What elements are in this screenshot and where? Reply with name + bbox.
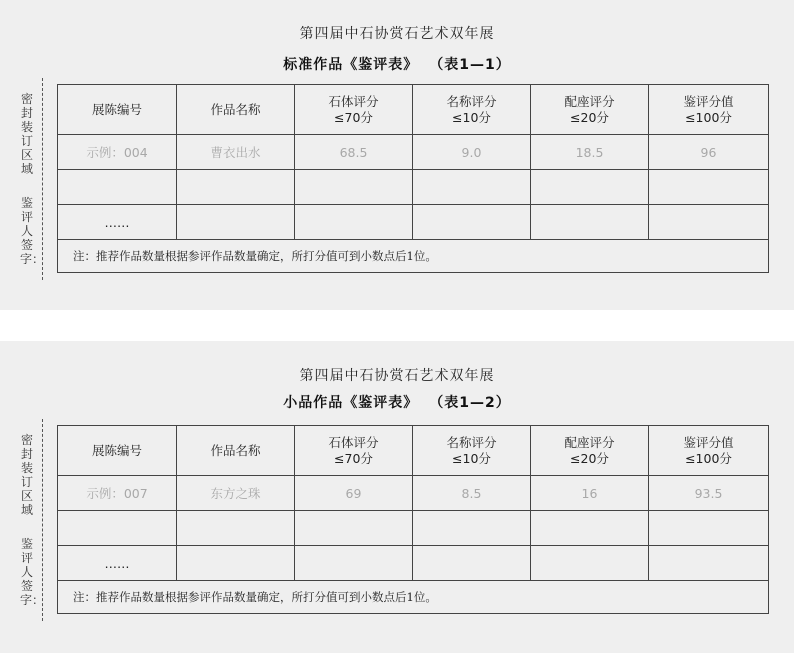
col-stone-score: 石体评分 ≤70分	[295, 85, 413, 135]
score-table	[57, 425, 769, 614]
ellipsis-cell: ……	[58, 546, 177, 581]
example-name-score: 9.0	[413, 135, 531, 170]
example-exhibit-no: 示例：007	[58, 476, 177, 511]
ellipsis-cell: ……	[58, 205, 177, 240]
note-row	[58, 240, 769, 273]
event-title: 第四届中石协赏石艺术双年展	[299, 26, 495, 42]
name-score-cell[interactable]	[413, 546, 531, 581]
table-header-row	[58, 85, 769, 135]
seal-dashed-line	[42, 419, 43, 621]
table-note: 注：推荐作品数量根据参评作品数量确定，所打分值可到小数点后1位。	[58, 581, 769, 614]
example-work-name: 曹衣出水	[177, 135, 295, 170]
event-title: 第四届中石协赏石艺术双年展	[299, 368, 495, 384]
col-total-score: 鉴评分值 ≤100分	[649, 426, 769, 476]
name-score-cell[interactable]	[413, 170, 531, 205]
sheet-title	[0, 54, 794, 74]
col-work-name: 作品名称	[177, 85, 295, 135]
sheet-title-text: 小品作品《鉴评表》	[283, 395, 419, 411]
col-name-score: 名称评分 ≤10分	[413, 426, 531, 476]
total-score-cell[interactable]	[649, 170, 769, 205]
example-base-score: 16	[531, 476, 649, 511]
col-exhibit-no: 展陈编号	[58, 85, 177, 135]
table-note: 注：推荐作品数量根据参评作品数量确定，所打分值可到小数点后1位。	[58, 240, 769, 273]
col-exhibit-no: 展陈编号	[58, 426, 177, 476]
col-base-score: 配座评分 ≤20分	[531, 85, 649, 135]
work-name-cell[interactable]	[177, 511, 295, 546]
score-sheet-standard	[0, 0, 794, 310]
sheet-code: （表1—2）	[436, 395, 511, 411]
blank-row	[58, 511, 769, 546]
col-base-score: 配座评分 ≤20分	[531, 426, 649, 476]
base-score-cell[interactable]	[531, 546, 649, 581]
exhibit-no-cell[interactable]	[58, 170, 177, 205]
seal-area-label: 密封装订区域	[20, 433, 33, 517]
example-exhibit-no: 示例：004	[58, 135, 177, 170]
example-work-name: 东方之珠	[177, 476, 295, 511]
base-score-cell[interactable]	[531, 170, 649, 205]
col-total-score: 鉴评分值 ≤100分	[649, 85, 769, 135]
work-name-cell[interactable]	[177, 170, 295, 205]
exhibit-no-cell[interactable]	[58, 511, 177, 546]
table-header-row	[58, 426, 769, 476]
note-row	[58, 581, 769, 614]
total-score-cell[interactable]	[649, 205, 769, 240]
score-sheet-mini	[0, 341, 794, 653]
total-score-cell[interactable]	[649, 511, 769, 546]
ellipsis-row	[58, 546, 769, 581]
example-row	[58, 476, 769, 511]
total-score-cell[interactable]	[649, 546, 769, 581]
seal-area-label: 密封装订区域	[20, 92, 33, 176]
base-score-cell[interactable]	[531, 511, 649, 546]
example-stone-score: 68.5	[295, 135, 413, 170]
sheet-title	[0, 392, 794, 412]
name-score-cell[interactable]	[413, 511, 531, 546]
example-base-score: 18.5	[531, 135, 649, 170]
sheet-title-text: 标准作品《鉴评表》	[283, 57, 419, 73]
blank-row	[58, 170, 769, 205]
example-name-score: 8.5	[413, 476, 531, 511]
sheet-code: （表1—1）	[436, 57, 511, 73]
stone-score-cell[interactable]	[295, 170, 413, 205]
col-name-score: 名称评分 ≤10分	[413, 85, 531, 135]
stone-score-cell[interactable]	[295, 546, 413, 581]
stone-score-cell[interactable]	[295, 511, 413, 546]
work-name-cell[interactable]	[177, 205, 295, 240]
col-stone-score: 石体评分 ≤70分	[295, 426, 413, 476]
seal-dashed-line	[42, 78, 43, 280]
work-name-cell[interactable]	[177, 546, 295, 581]
base-score-cell[interactable]	[531, 205, 649, 240]
signer-label: 鉴评人签字：	[20, 537, 45, 607]
example-total-score: 96	[649, 135, 769, 170]
name-score-cell[interactable]	[413, 205, 531, 240]
example-stone-score: 69	[295, 476, 413, 511]
example-total-score: 93.5	[649, 476, 769, 511]
score-table	[57, 84, 769, 273]
stone-score-cell[interactable]	[295, 205, 413, 240]
ellipsis-row	[58, 205, 769, 240]
signer-label: 鉴评人签字：	[20, 196, 45, 266]
example-row	[58, 135, 769, 170]
col-work-name: 作品名称	[177, 426, 295, 476]
